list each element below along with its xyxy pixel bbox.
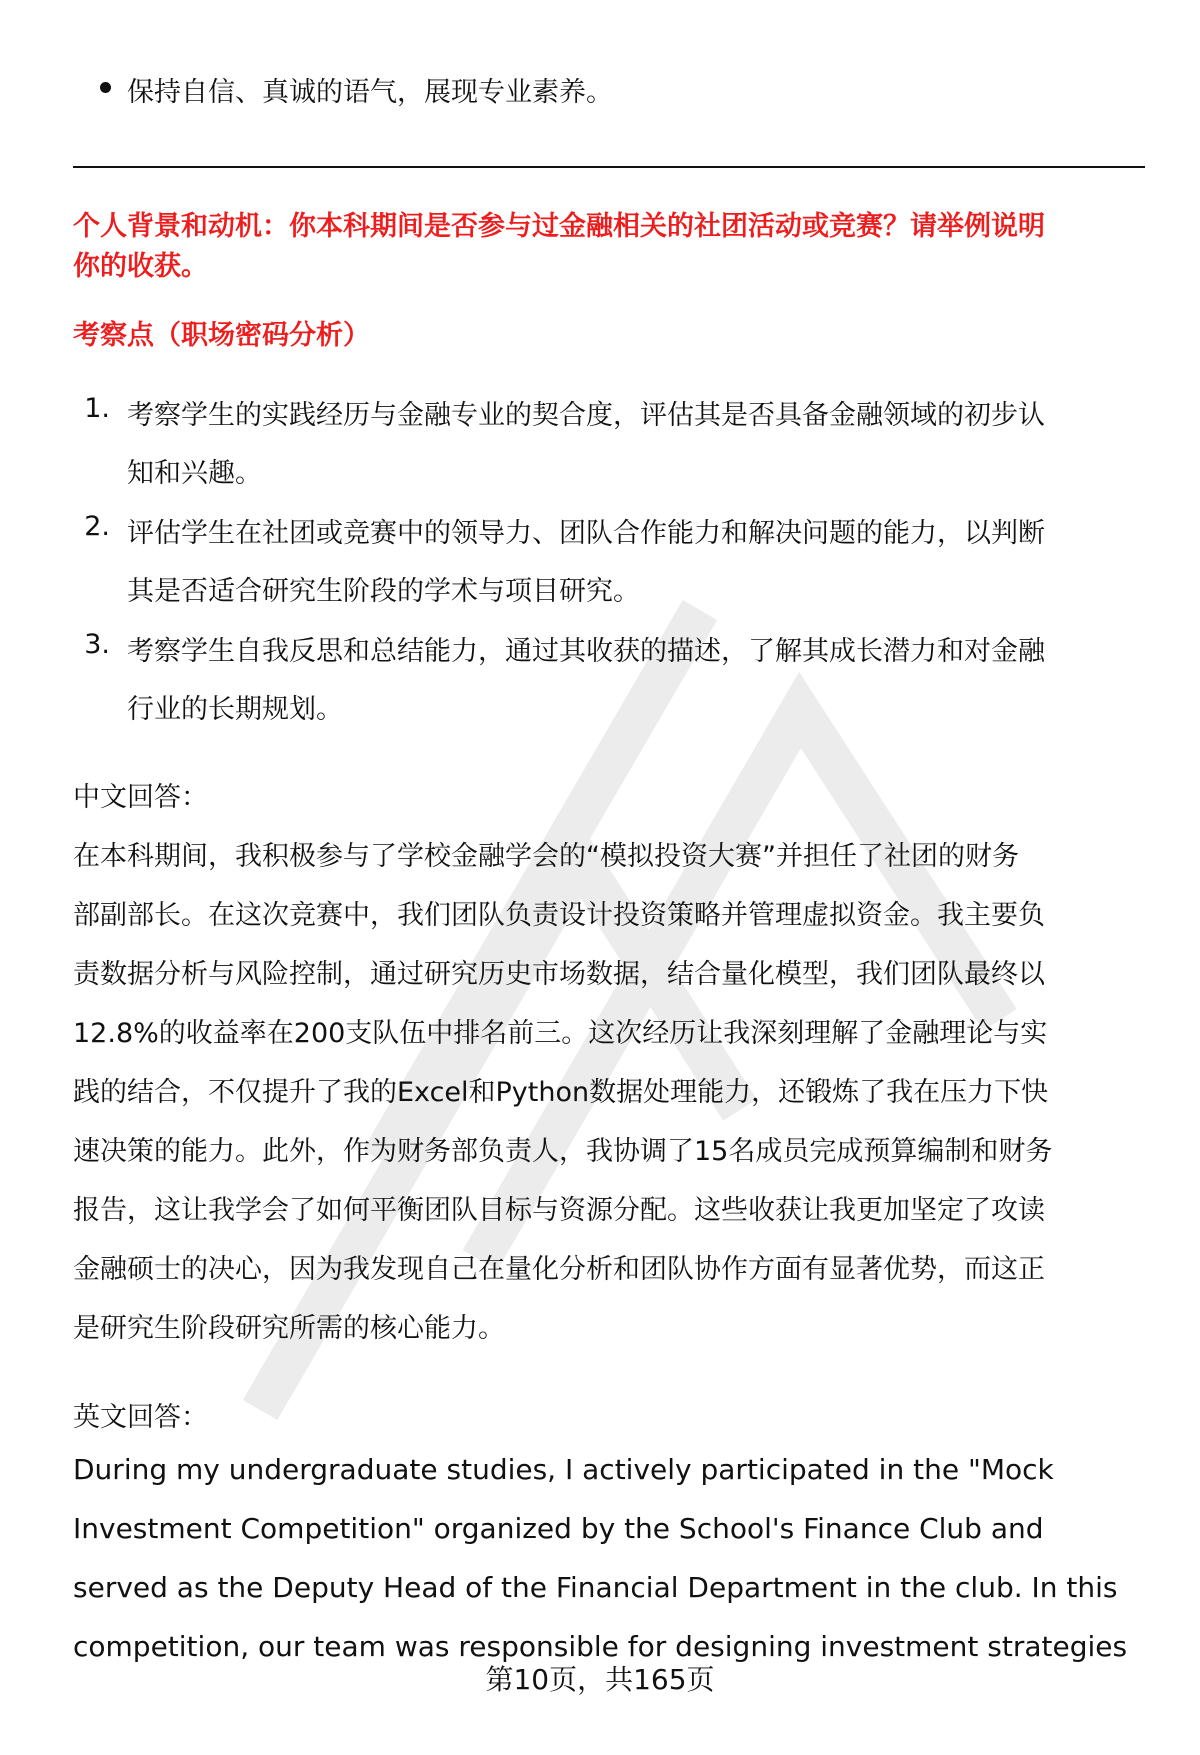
answer-line: 是研究生阶段研究所需的核心能力。 <box>73 1313 505 1344</box>
answer-line: 责数据分析与风险控制，通过研究历史市场数据，结合量化模型，我们团队最终以 <box>73 959 1045 990</box>
list-item-line: 其是否适合研究生阶段的学术与项目研究。 <box>127 576 640 607</box>
chinese-answer-label: 中文回答： <box>73 782 208 813</box>
answer-line: served as the Deputy Head of the Financial Department in the club. In this <box>73 1571 1118 1604</box>
bullet-dot <box>100 82 111 93</box>
top-bullet-text: 保持自信、真诚的语气，展现专业素养。 <box>127 77 613 108</box>
question-heading-line1: 个人背景和动机：你本科期间是否参与过金融相关的社团活动或竞赛？请举例说明 <box>73 211 1045 242</box>
list-item-line: 考察学生自我反思和总结能力，通过其收获的描述，了解其成长潜力和对金融 <box>127 636 1045 667</box>
answer-line: During my undergraduate studies, I actively participated in the "Mock <box>73 1453 1054 1486</box>
list-item-line: 知和兴趣。 <box>127 458 262 489</box>
question-heading-line2: 你的收获。 <box>73 251 208 282</box>
divider <box>73 166 1145 168</box>
answer-line: 在本科期间，我积极参与了学校金融学会的“模拟投资大赛”并担任了社团的财务 <box>73 841 1019 872</box>
answer-line: 12.8%的收益率在200支队伍中排名前三。这次经历让我深刻理解了金融理论与实 <box>73 1018 1048 1049</box>
page-number-footer: 第10页，共165页 <box>485 1663 715 1696</box>
answer-line: competition, our team was responsible for designing investment strategies <box>73 1630 1128 1663</box>
answer-line: 速决策的能力。此外，作为财务部负责人，我协调了15名成员完成预算编制和财务 <box>73 1136 1053 1167</box>
list-number: 3. <box>84 629 110 660</box>
answer-line: Investment Competition" organized by the School's Finance Club and <box>73 1512 1044 1545</box>
list-number: 2. <box>84 511 110 542</box>
list-item-line: 考察学生的实践经历与金融专业的契合度，评估其是否具备金融领域的初步认 <box>127 400 1045 431</box>
list-item-line: 评估学生在社团或竞赛中的领导力、团队合作能力和解决问题的能力，以判断 <box>127 518 1045 549</box>
list-number: 1. <box>84 393 110 424</box>
english-answer-label: 英文回答： <box>73 1402 208 1433</box>
answer-line: 践的结合，不仅提升了我的Excel和Python数据处理能力，还锻炼了我在压力下快 <box>73 1077 1049 1108</box>
answer-line: 报告，这让我学会了如何平衡团队目标与资源分配。这些收获让我更加坚定了攻读 <box>73 1195 1045 1226</box>
answer-line: 金融硕士的决心，因为我发现自己在量化分析和团队协作方面有显著优势，而这正 <box>73 1254 1045 1285</box>
list-item-line: 行业的长期规划。 <box>127 694 343 725</box>
answer-line: 部副部长。在这次竞赛中，我们团队负责设计投资策略并管理虚拟资金。我主要负 <box>73 900 1045 931</box>
focus-heading: 考察点（职场密码分析） <box>73 320 370 351</box>
